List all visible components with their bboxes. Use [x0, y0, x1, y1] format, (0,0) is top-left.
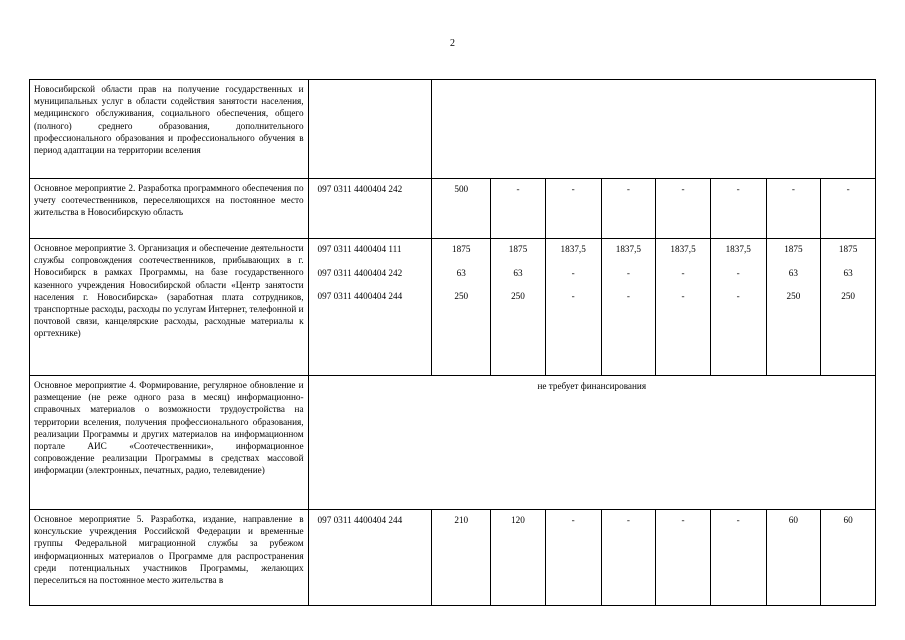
amount: 1875 — [452, 244, 471, 254]
value-cell — [491, 239, 546, 376]
amount: 63 — [788, 267, 798, 278]
table-row — [30, 239, 876, 376]
amount: - — [571, 291, 575, 301]
value-cell — [710, 179, 766, 239]
table-row — [30, 376, 876, 510]
activity-description: Новосибирской области прав на получение государственных и муниципальных услуг в области содействия занятости населения, медицинского обслуживания, социального обеспечения, общего (полного) среднего образования, дополнительного профессионального образования и профессионального обучения в период адаптации на территории вселения — [30, 80, 309, 179]
activity-description: Основное мероприятие 3. Организация и обеспечение деятельности службы сопровождения соотечественников, прибывающих в г. Новосибирск в рамках Программы, на базе государственного казенного учреждения Новосибирской области «Центр занятости населения г. Новосибирска» (заработная плата сотрудников, транспортные расходы, расходы по услугам Интернет, телефонной и почтовой связи, канцелярские расходы, расходные материалы к оргтехнике) — [30, 239, 309, 376]
value-cell — [656, 510, 711, 606]
value-cell — [766, 179, 821, 239]
amount: - — [626, 291, 630, 301]
amount: - — [681, 291, 685, 301]
budget-code-cell — [308, 80, 432, 179]
amount: 210 — [454, 515, 469, 525]
value-cell — [710, 510, 766, 606]
activity-description: Основное мероприятие 2. Разработка программного обеспечения по учету соотечественников, переселяющихся на постоянное место жительства в Новосибирскую область — [30, 179, 309, 239]
amount: - — [681, 184, 685, 194]
amount: - — [571, 267, 575, 278]
amount: 250 — [454, 291, 469, 301]
amount: 250 — [841, 291, 855, 301]
value-cell — [545, 510, 601, 606]
amount: - — [736, 291, 740, 301]
budget-code: 097 0311 4400404 111 — [317, 244, 402, 254]
amount: 250 — [511, 291, 525, 301]
amount: - — [626, 515, 630, 525]
amount: - — [736, 184, 740, 194]
value-cell — [491, 179, 546, 239]
amount: 63 — [513, 267, 523, 278]
amount: 1837,5 — [725, 244, 751, 254]
amount: - — [846, 184, 850, 194]
value-cell — [432, 239, 491, 376]
budget-code: 097 0311 4400404 244 — [317, 515, 403, 525]
amount: - — [516, 184, 520, 194]
amount: - — [626, 184, 630, 194]
amount: 1875 — [838, 244, 858, 254]
amount: 1875 — [784, 244, 803, 254]
table-row — [30, 80, 876, 179]
amount: - — [681, 267, 685, 278]
value-cell — [821, 239, 876, 376]
amount: 120 — [511, 515, 525, 525]
value-cell — [601, 179, 656, 239]
value-cell — [766, 239, 821, 376]
amount: - — [626, 267, 630, 278]
amount: 500 — [454, 184, 469, 194]
value-cell — [601, 239, 656, 376]
amount: 60 — [843, 515, 853, 525]
amount: - — [736, 515, 740, 525]
budget-code: 097 0311 4400404 244 — [317, 291, 403, 301]
amount: 250 — [786, 291, 801, 301]
amount: 63 — [456, 267, 466, 278]
budget-code: 097 0311 4400404 242 — [317, 184, 403, 194]
value-cell — [766, 510, 821, 606]
activity-description: Основное мероприятие 4. Формирование, регулярное обновление и размещение (не реже одного раза в месяц) информационно-справочных материалов о возможности трудоустройства на территории вселения, получения профессионального образования, реализации Программы и других материалов на информационном портале АИС «Соотечественники», информационное сопровождение реализации Программы в средствах массовой информации (электронных, печатных, радио, телевидение) — [30, 376, 309, 510]
budget-code-cell — [308, 510, 432, 606]
value-cell — [821, 510, 876, 606]
table-row — [30, 510, 876, 606]
amount: 60 — [788, 515, 798, 525]
funding-table — [29, 79, 876, 606]
amount: 63 — [843, 267, 853, 278]
amount: - — [791, 184, 795, 194]
value-cell — [710, 239, 766, 376]
amount: - — [736, 267, 740, 278]
amount: 1875 — [508, 244, 528, 254]
amount: - — [571, 515, 575, 525]
table-row — [30, 179, 876, 239]
amount: 1837,5 — [560, 244, 586, 254]
value-cell — [545, 239, 601, 376]
value-cell — [432, 510, 491, 606]
value-cell — [545, 179, 601, 239]
value-cell — [432, 179, 491, 239]
value-cell — [656, 239, 711, 376]
funding-note: не требует финансирования — [308, 376, 875, 510]
amount: 1837,5 — [615, 244, 641, 254]
amount: - — [681, 515, 685, 525]
budget-code: 097 0311 4400404 242 — [317, 267, 403, 278]
budget-code-cell — [308, 239, 432, 376]
amount: 1837,5 — [670, 244, 696, 254]
value-cell — [821, 179, 876, 239]
amount: - — [571, 184, 575, 194]
value-cell — [656, 179, 711, 239]
value-cell — [491, 510, 546, 606]
page-number: 2 — [450, 38, 455, 49]
funding-cell — [432, 80, 876, 179]
value-cell — [601, 510, 656, 606]
activity-description: Основное мероприятие 5. Разработка, издание, направление в консульские учреждения Российской Федерации и временные группы Федеральной миграционной службы за рубежом информационных материалов о Программе для распространения среди потенциальных участников Программы, желающих переселиться на постоянное место жительства в — [30, 510, 309, 606]
budget-code-cell — [308, 179, 432, 239]
